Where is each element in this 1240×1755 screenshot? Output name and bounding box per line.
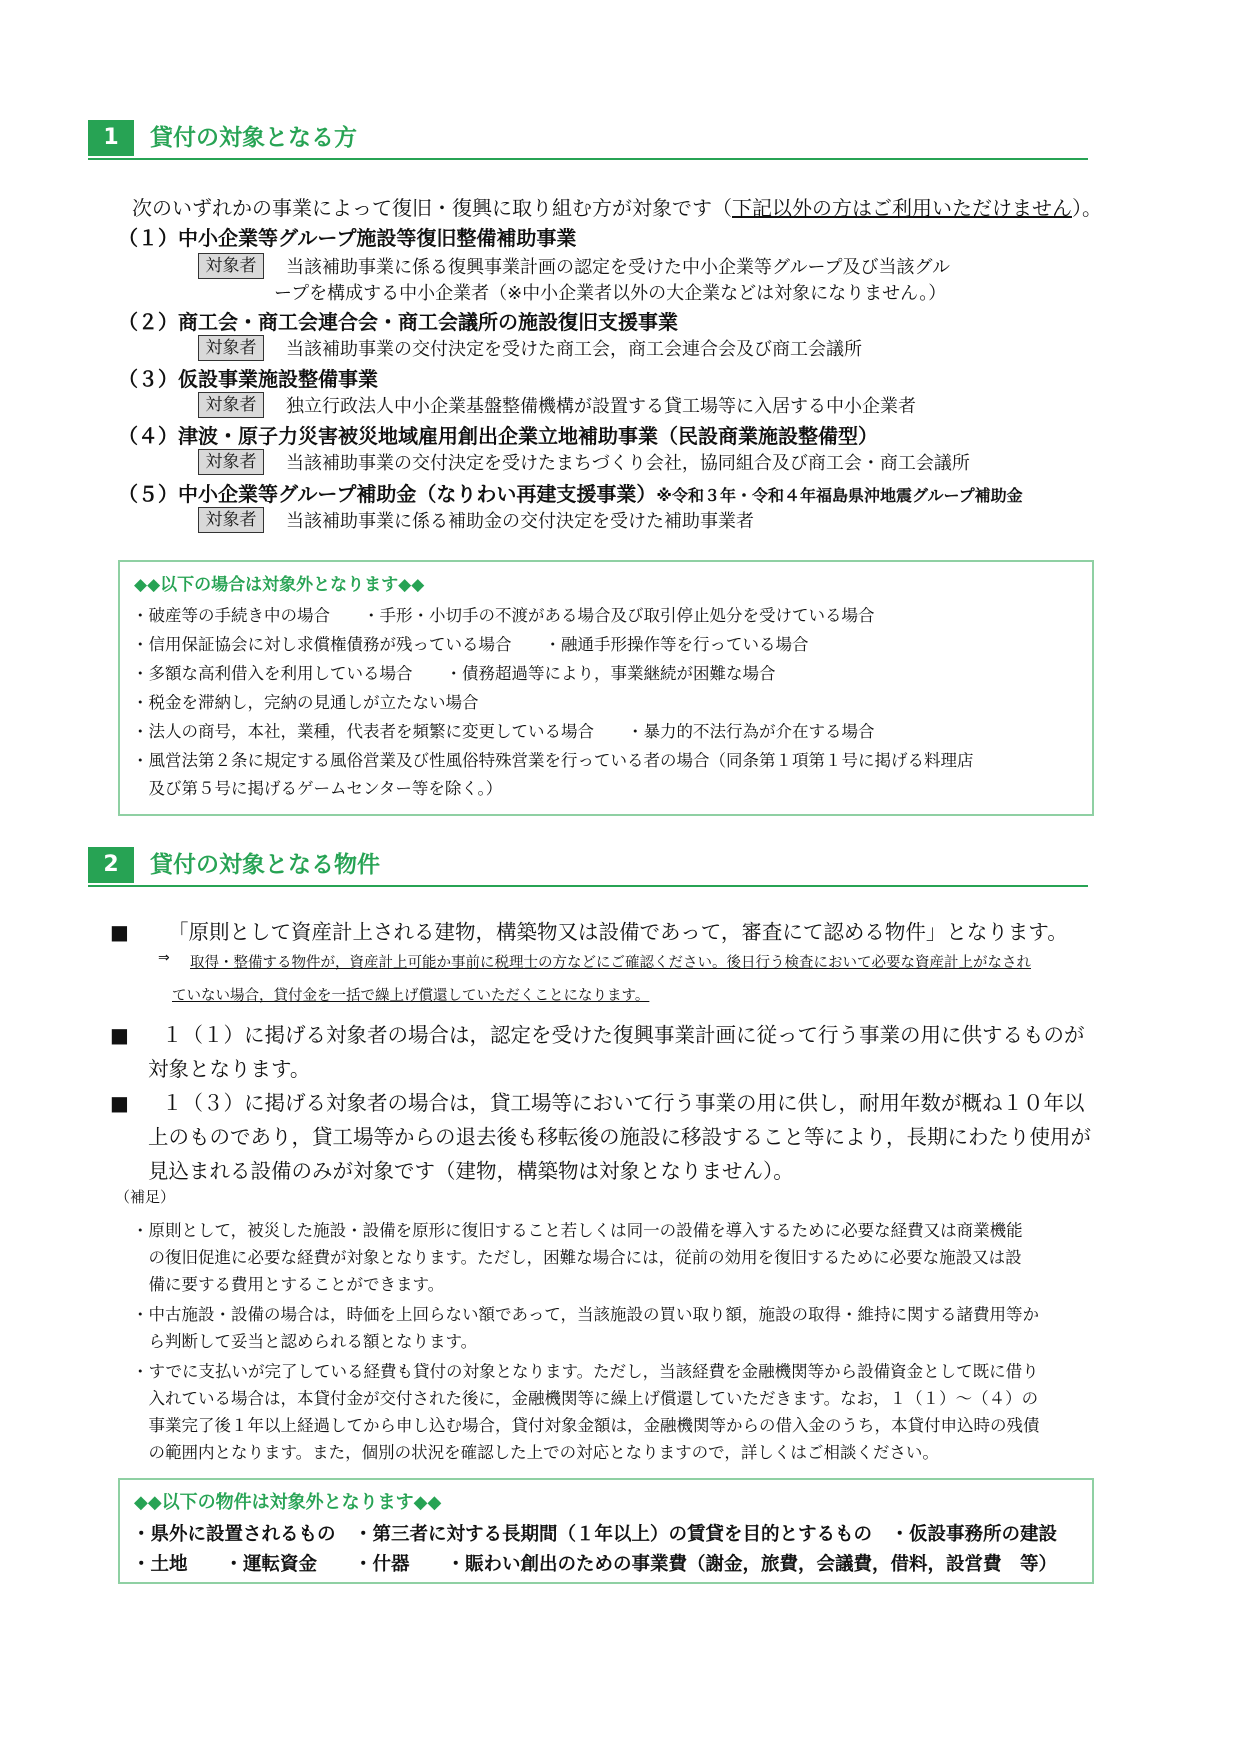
subnote-line1: 取得・整備する物件が，資産計上可能か事前に税理士の方などにご確認ください。後日行う検査において必要な資産計上がなされ	[190, 955, 1031, 971]
item5-title-text: （５）中小企業等グループ補助金（なりわい再建支援事業）	[118, 482, 657, 506]
intro-prefix: 次のいずれかの事業によって復旧・復興に取り組む方が対象です（	[132, 196, 732, 220]
exclusion-box-1-line: ・税金を滞納し，完納の見通しが立たない場合	[132, 693, 479, 712]
exclusion-box-2-line: ・県外に設置されるもの ・第三者に対する長期間（１年以上）の賃貸を目的とするもの ・仮設事務所の建設	[132, 1524, 1058, 1545]
section1-number: 1	[88, 120, 134, 156]
item3-desc-line1: 独立行政法人中小企業基盤整備機構が設置する貸工場等に入居する中小企業者	[286, 396, 916, 417]
item5-title-note: ※令和３年・令和４年福島県沖地震グループ補助金	[656, 486, 1023, 505]
exclusion-box-2	[118, 1478, 1094, 1584]
exclusion-box-1-line: ・破産等の手続き中の場合 ・手形・小切手の不渡がある場合及び取引停止処分を受けている場合	[132, 606, 875, 625]
item2-title: （２）商工会・商工会連合会・商工会議所の施設復旧支援事業	[118, 310, 678, 334]
bullet2-line1: １（１）に掲げる対象者の場合は，認定を受けた復興事業計画に従って行う事業の用に供するものが	[162, 1023, 1085, 1047]
section2-title: 貸付の対象となる物件	[150, 852, 380, 878]
exclusion-box-1-line: ・多額な高利借入を利用している場合 ・債務超過等により，事業継続が困難な場合	[132, 664, 776, 683]
bullet-square: ■	[110, 1091, 129, 1115]
item1-title: （１）中小企業等グループ施設等復旧整備補助事業	[118, 226, 577, 250]
exclusion-box-1	[118, 560, 1094, 816]
exclusion-box-1-title: ◆◆以下の場合は対象外となります◆◆	[134, 575, 425, 595]
item1-tag: 対象者	[198, 253, 264, 279]
supplement-line: ・原則として，被災した施設・設備を原形に復旧すること若しくは同一の設備を導入するために必要な経費又は商業機能	[132, 1221, 1023, 1240]
bullet1-text: 「原則として資産計上される建物，構築物又は設備であって，審査にて認める物件」となります。	[168, 920, 1068, 944]
arrow-icon: ⇒	[158, 950, 170, 966]
item3-tag: 対象者	[198, 392, 264, 418]
item4-desc-line1: 当該補助事業の交付決定を受けたまちづくり会社，協同組合及び商工会・商工会議所	[286, 453, 970, 474]
item1-desc-line1: 当該補助事業に係る復興事業計画の認定を受けた中小企業等グループ及び当該グル	[286, 257, 951, 278]
exclusion-box-1-line: ・信用保証協会に対し求償権債務が残っている場合 ・融通手形操作等を行っている場合	[132, 635, 809, 654]
supplement-line: の復旧促進に必要な経費が対象となります。ただし，困難な場合には，従前の効用を復旧するために必要な施設又は設	[132, 1248, 1022, 1267]
section2-header	[88, 847, 1088, 887]
item3-title: （３）仮設事業施設整備事業	[118, 367, 378, 391]
section1-header	[88, 120, 1088, 160]
intro-underlined: 下記以外の方はご利用いただけません	[732, 196, 1072, 220]
supplement-label: （補足）	[115, 1188, 176, 1206]
item4-title: （４）津波・原子力災害被災地域雇用創出企業立地補助事業（民設商業施設整備型）	[118, 424, 878, 448]
exclusion-box-2-title: ◆◆以下の物件は対象外となります◆◆	[134, 1492, 442, 1513]
bullet-square: ■	[110, 1023, 129, 1047]
item5-title	[118, 478, 1023, 507]
section2-number: 2	[88, 847, 134, 883]
supplement-line: 備に要する費用とすることができます。	[132, 1275, 445, 1294]
supplement-line: の範囲内となります。また，個別の状況を確認した上での対応となりますので，詳しくはご相談ください。	[132, 1443, 939, 1462]
supplement-line: ・すでに支払いが完了している経費も貸付の対象となります。ただし，当該経費を金融機関等から設備資金として既に借り	[132, 1362, 1039, 1381]
supplement-line: ・中古施設・設備の場合は，時価を上回らない額であって，当該施設の買い取り額，施設の取得・維持に関する諸費用等か	[132, 1305, 1040, 1324]
bullet3-line2: 上のものであり，貸工場等からの退去後も移転後の施設に移設すること等により，長期にわたり使用が	[148, 1125, 1091, 1149]
bullet-square: ■	[110, 920, 129, 944]
exclusion-box-1-line: ・風営法第２条に規定する風俗営業及び性風俗特殊営業を行っている者の場合（同条第１項第１号に掲げる料理店	[132, 751, 974, 770]
bullet3-line1: １（３）に掲げる対象者の場合は，貸工場等において行う事業の用に供し，耐用年数が概ね１０年以	[162, 1091, 1085, 1115]
item5-tag: 対象者	[198, 507, 264, 533]
bullet3-line3: 見込まれる設備のみが対象です（建物，構築物は対象となりません）。	[148, 1159, 794, 1183]
supplement-line: ら判断して妥当と認められる額となります。	[132, 1332, 478, 1351]
supplement-line: 事業完了後１年以上経過してから申し込む場合，貸付対象金額は，金融機関等からの借入金のうち，本貸付申込時の残債	[132, 1416, 1040, 1435]
item4-tag: 対象者	[198, 449, 264, 475]
section1-title: 貸付の対象となる方	[150, 125, 357, 151]
subnote-line2: ていない場合，貸付金を一括で繰上げ償還していただくことになります。	[172, 988, 650, 1004]
intro-suffix: ）。	[1072, 196, 1102, 220]
item2-desc-line1: 当該補助事業の交付決定を受けた商工会，商工会連合会及び商工会議所	[286, 339, 862, 360]
item1-desc-line2: ープを構成する中小企業者（※中小企業者以外の大企業などは対象になりません。）	[274, 283, 947, 304]
item2-tag: 対象者	[198, 335, 264, 361]
bullet2-line2: 対象となります。	[148, 1057, 311, 1081]
section1-intro	[132, 192, 1102, 221]
item5-desc-line1: 当該補助事業に係る補助金の交付決定を受けた補助事業者	[286, 511, 754, 532]
exclusion-box-1-line: 及び第５号に掲げるゲームセンター等を除く。）	[132, 779, 503, 798]
supplement-line: 入れている場合は，本貸付金が交付された後に，金融機関等に繰上げ償還していただきます。なお，１（１）～（４）の	[132, 1389, 1039, 1408]
exclusion-box-2-line: ・土地 ・運転資金 ・什器 ・賑わい創出のための事業費（謝金，旅費，会議費，借料，設営費 等）	[132, 1554, 1058, 1575]
exclusion-box-1-line: ・法人の商号，本社，業種，代表者を頻繁に変更している場合 ・暴力的不法行為が介在する場合	[132, 722, 875, 741]
